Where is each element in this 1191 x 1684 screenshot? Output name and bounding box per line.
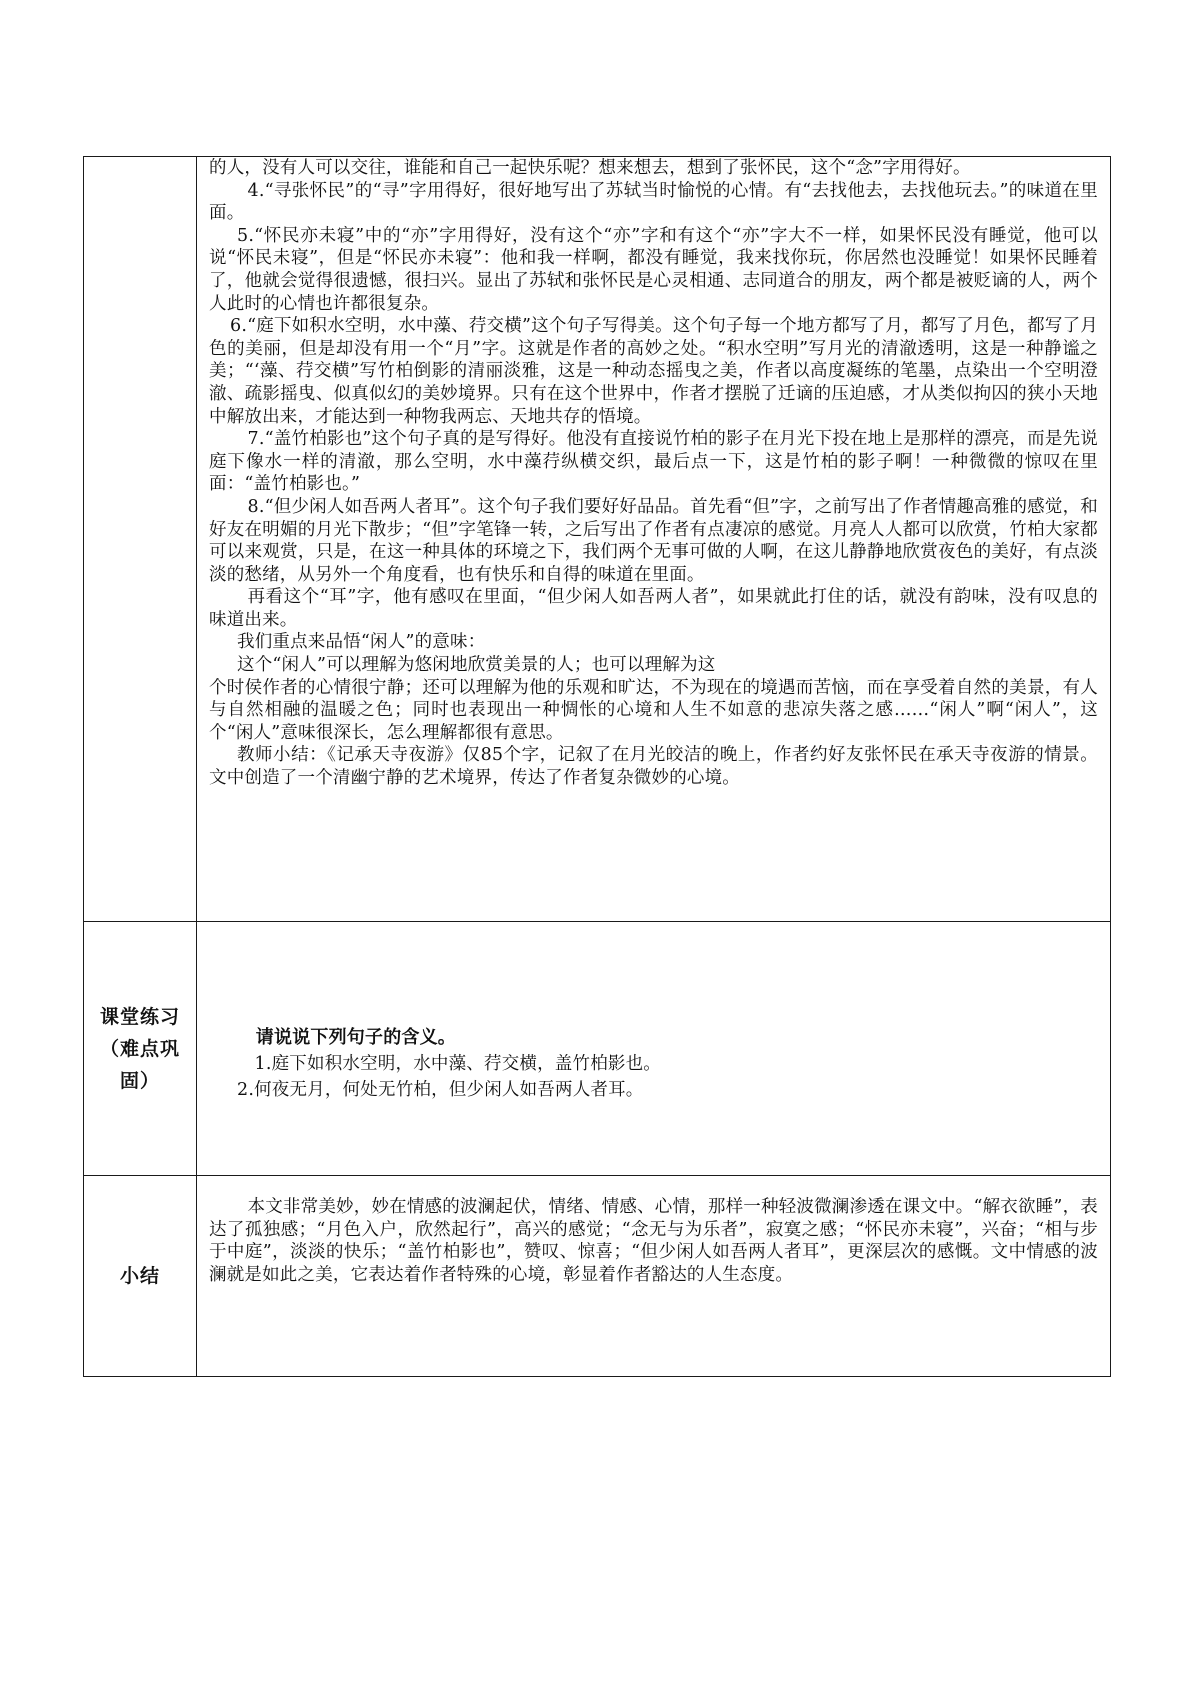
paragraph: 7.“盖竹柏影也”这个句子真的是写得好。他没有直接说竹柏的影子在月光下投在地上是那样的漂亮，而是先说庭下像水一样的清澈，那么空明，水中藻荇纵横交织，最后点一下，这是竹柏的影子啊！一种微微的惊叹在里面：“盖竹柏影也。”	[209, 429, 1098, 495]
summary-label-cell	[84, 1176, 197, 1377]
lesson-process-row	[84, 157, 1111, 922]
summary-content	[197, 1176, 1111, 1377]
practice-row	[84, 922, 1111, 1176]
lesson-process-label-cell	[84, 157, 197, 922]
practice-label-cell	[84, 922, 197, 1176]
paragraph: 6.“庭下如积水空明，水中藻、荇交横”这个句子写得美。这个句子每一个地方都写了月，都写了月色，都写了月色的美丽，但是却没有用一个“月”字。这就是作者的高妙之处。“积水空明”写月光的清澈透明，这是一种静谧之美；“‘藻、荇交横”写竹柏倒影的清丽淡雅，这是一种动态摇曳之美，作者以高度凝练的笔墨，点染出一个空明澄澈、疏影摇曳、似真似幻的美妙境界。只有在这个世界中，作者才摆脱了迁谪的压迫感，才从类似拘囚的狭小天地中解放出来，才能达到一种物我两忘、天地共存的悟境。	[209, 316, 1098, 427]
lesson-table	[83, 156, 1111, 1377]
teacher-summary-paragraph: 教师小结：《记承天寺夜游》仅85个字，记叙了在月光皎洁的晚上，作者约好友张怀民在承天寺夜游的情景。文中创造了一个清幽宁静的艺术境界，传达了作者复杂微妙的心境。	[209, 745, 1098, 789]
practice-label-line: （难点巩	[99, 1037, 180, 1060]
paragraph: 再看这个“耳”字，他有感叹在里面，“但少闲人如吾两人者”，如果就此打住的话，就没有韵味，没有叹息的味道出来。	[209, 587, 1098, 630]
paragraph: 5.“怀民亦未寝”中的“亦”字用得好，没有这个“亦”字和有这个“亦”字大不一样，如果怀民没有睡觉，他可以说“怀民未寝”，但是“怀民亦未寝”：他和我一样啊，都没有睡觉，我来找你玩，你居然也没睡觉！如果怀民睡着了，他就会觉得很遗憾，很扫兴。显出了苏轼和张怀民是心灵相通、志同道合的朋友，两个都是被贬谪的人，两个人此时的心情也许都很复杂。	[209, 225, 1098, 314]
paragraph: 8.“但少闲人如吾两人者耳”。这个句子我们要好好品品。首先看“但”字，之前写出了作者情趣高雅的感觉，和好友在明媚的月光下散步；“但”字笔锋一转，之后写出了作者有点凄凉的感觉。月亮人人都可以欣赏，竹柏大家都可以来观赏，只是，在这一种具体的环境之下，我们两个无事可做的人啊，在这儿静静地欣赏夜色的美好，有点淡淡的愁绪，从另外一个角度看，也有快乐和自得的味道在里面。	[209, 496, 1098, 585]
summary-row	[84, 1176, 1111, 1377]
practice-item: 2.何夜无月，何处无竹柏，但少闲人如吾两人者耳。	[237, 1080, 644, 1100]
practice-content	[197, 922, 1111, 1176]
paragraph: 个时侯作者的心情很宁静；还可以理解为他的乐观和旷达，不为现在的境遇而苦恼，而在享受着自然的美景，有人与自然相融的温暖之色；同时也表现出一种惆怅的心境和人生不如意的悲凉失落之感……“闲人”啊“闲人”，这个“闲人”意味很深长，怎么理解都很有意思。	[209, 677, 1098, 743]
practice-title: 请说说下列句子的含义。	[255, 1027, 456, 1048]
paragraph: 我们重点来品悟“闲人”的意味：	[237, 632, 486, 653]
practice-item: 1.庭下如积水空明，水中藻、荇交横，盖竹柏影也。	[254, 1054, 661, 1074]
paragraph: 4.“寻张怀民”的“寻”字用得好，很好地写出了苏轼当时愉悦的心情。有“去找他去，去找他玩去。”的味道在里面。	[209, 180, 1098, 224]
practice-label-line: 固）	[119, 1069, 160, 1092]
paragraph: 的人，没有人可以交往，谁能和自己一起快乐呢？想来想去，想到了张怀民，这个“念”字用得好。	[209, 158, 971, 178]
practice-label-line: 课堂练习	[99, 1005, 180, 1028]
paragraph: 这个“闲人”可以理解为悠闲地欣赏美景的人；也可以理解为这	[237, 655, 716, 676]
summary-label: 小结	[119, 1265, 160, 1287]
lesson-process-content	[197, 157, 1111, 922]
summary-text: 本文非常美妙，妙在情感的波澜起伏，情绪、情感、心情，那样一种轻波微澜渗透在课文中。“解衣欲睡”，表达了孤独感；“月色入户，欣然起行”，高兴的感觉；“念无与为乐者”，寂寞之感；“怀民亦未寝”，兴奋；“相与步于中庭”，淡淡的快乐；“盖竹柏影也”，赞叹、惊喜；“但少闲人如吾两人者耳”，更深层次的感慨。文中情感的波澜就是如此之美，它表达着作者特殊的心境，彰显着作者豁达的人生态度。	[209, 1197, 1098, 1285]
